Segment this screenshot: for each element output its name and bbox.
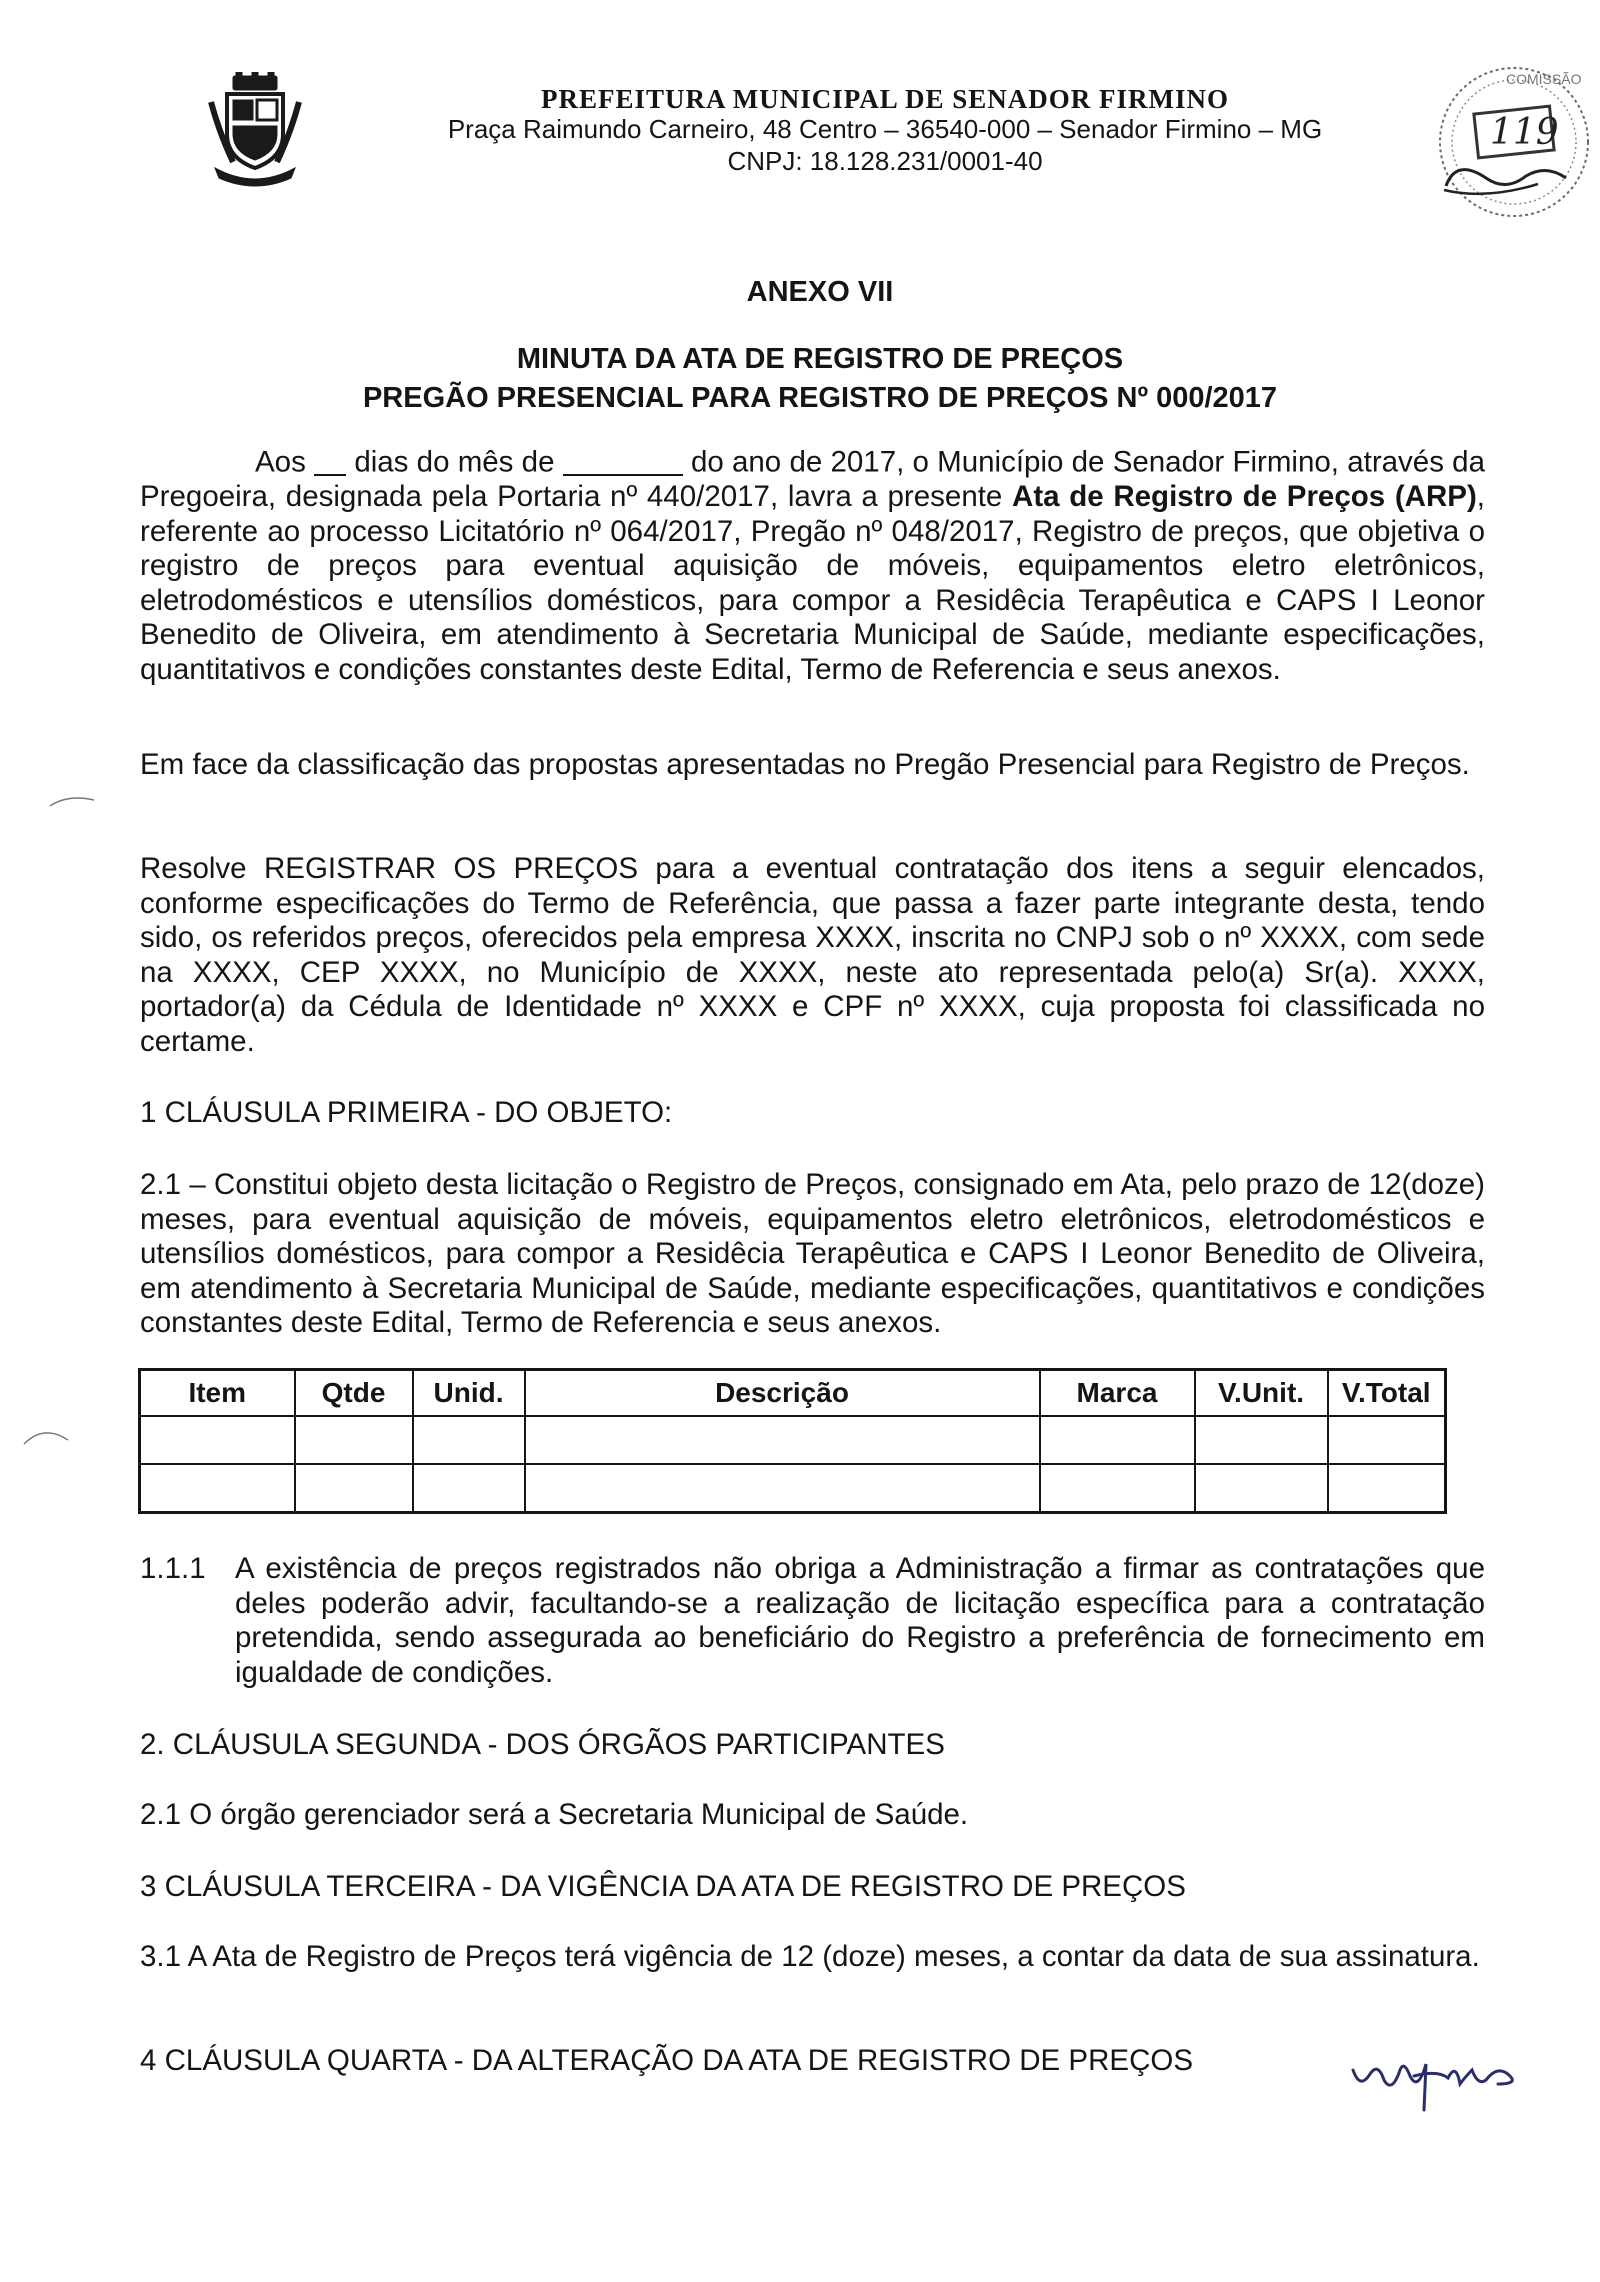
header-marca: Marca	[1040, 1370, 1195, 1417]
prefecture-name: PREFEITURA MUNICIPAL DE SENADOR FIRMINO	[540, 84, 1230, 114]
resolution-paragraph: Resolve REGISTRAR OS PREÇOS para a eventual contratação dos itens a seguir elencados, conforme especificações do Termo de Referência, que passa a fazer parte integrante desta, tendo sido, os referidos preços, oferecidos pela empresa XXXX, inscrita no CNPJ sob o nº XXXX, com sede na XXXX, CEP XXXX, no Município de XXXX, neste ato representada pelo(a) Sr(a). XXXX, portador(a) da Cédula de Identidade nº XXXX e CPF nº XXXX, cuja proposta foi classificada no certame.	[140, 852, 1485, 1058]
prefecture-cnpj: CNPJ: 18.128.231/0001-40	[727, 146, 1043, 176]
prefecture-address: Praça Raimundo Carneiro, 48 Centro – 36540-000 – Senador Firmino – MG	[447, 114, 1323, 144]
table-header-row	[140, 1370, 1446, 1417]
clause-3-1-text: 3.1 A Ata de Registro de Preços terá vigência de 12 (doze) meses, a contar da data de sua assinatura.	[140, 1940, 1480, 1973]
header-descricao: Descrição	[525, 1370, 1040, 1417]
margin-mark	[48, 790, 98, 810]
opening-paragraph: Aos dias do mês de do ano de 2017, o Município de Senador Firmino, através da Pregoeira, designada pela Portaria nº 440/2017, lavra a presente Ata de Registro de Preços (ARP), referente ao processo Licitatório nº 064/2017, Pregão nº 048/2017, Registro de preços, que objetiva o registro de preços para eventual aquisição de móveis, equipamentos eletro eletrônicos, eletrodomésticos e utensílios domésticos, para compor a Residêcia Terapêutica e CAPS I Leonor Benedito de Oliveira, em atendimento à Secretaria Municipal de Saúde, mediante especificações, quantitativos e condições constantes deste Edital, Termo de Referencia e seus anexos.	[140, 445, 1485, 686]
clause-2-heading: 2. CLÁUSULA SEGUNDA - DOS ÓRGÃOS PARTICIPANTES	[140, 1728, 945, 1761]
header-unid: Unid.	[413, 1370, 525, 1417]
handwritten-initials-signature	[1348, 2040, 1528, 2120]
document-title: MINUTA DA ATA DE REGISTRO DE PREÇOS	[516, 343, 1124, 375]
header-qtde: Qtde	[295, 1370, 413, 1417]
header-v-unit: V.Unit.	[1195, 1370, 1328, 1417]
clause-1-1-1	[140, 1552, 1485, 1690]
clause-1-heading: 1 CLÁUSULA PRIMEIRA - DO OBJETO:	[140, 1096, 673, 1129]
annex-title: ANEXO VII	[746, 276, 894, 308]
clause-4-heading: 4 CLÁUSULA QUARTA - DA ALTERAÇÃO DA ATA DE REGISTRO DE PREÇOS	[140, 2044, 1194, 2077]
classification-paragraph: Em face da classificação das propostas apresentadas no Pregão Presencial para Registro de Preços.	[140, 748, 1470, 781]
table-row	[140, 1464, 1446, 1513]
document-subtitle: PREGÃO PRESENCIAL PARA REGISTRO DE PREÇOS Nº 000/2017	[362, 382, 1278, 414]
day-blank	[314, 444, 346, 476]
header-item: Item	[140, 1370, 295, 1417]
stamp-label: COMISSÃO	[1506, 71, 1582, 87]
clause-text: A existência de preços registrados não obriga a Administração a firmar as contratações que deles poderão advir, facultando-se a realização de licitação específica para a contratação pretendida, sendo assegurada ao beneficiário do Registro a preferência de fornecimento em igualdade de condições.	[235, 1552, 1485, 1689]
commission-stamp	[1426, 58, 1596, 228]
municipal-crest-icon	[205, 72, 305, 187]
page-number: 119	[1490, 112, 1559, 153]
clause-3-heading: 3 CLÁUSULA TERCEIRA - DA VIGÊNCIA DA ATA DE REGISTRO DE PREÇOS	[140, 1870, 1186, 1903]
items-table	[138, 1368, 1447, 1514]
clause-2-1-managing-body: 2.1 O órgão gerenciador será a Secretaria Municipal de Saúde.	[140, 1798, 969, 1831]
clause-2-1-text: 2.1 – Constitui objeto desta licitação o Registro de Preços, consignado em Ata, pelo prazo de 12(doze) meses, para eventual aquisição de móveis, equipamentos eletro eletrônicos, eletrodomésticos e utensílios domésticos, para compor a Residêcia Terapêutica e CAPS I Leonor Benedito de Oliveira, em atendimento à Secretaria Municipal de Saúde, mediante especificações, quantitativos e condições constantes deste Edital, Termo de Referencia e seus anexos.	[140, 1168, 1485, 1339]
margin-mark	[22, 1420, 72, 1450]
month-blank	[563, 444, 683, 476]
clause-number: 1.1.1	[140, 1552, 206, 1585]
header-v-total: V.Total	[1328, 1370, 1446, 1417]
table-row	[140, 1416, 1446, 1464]
